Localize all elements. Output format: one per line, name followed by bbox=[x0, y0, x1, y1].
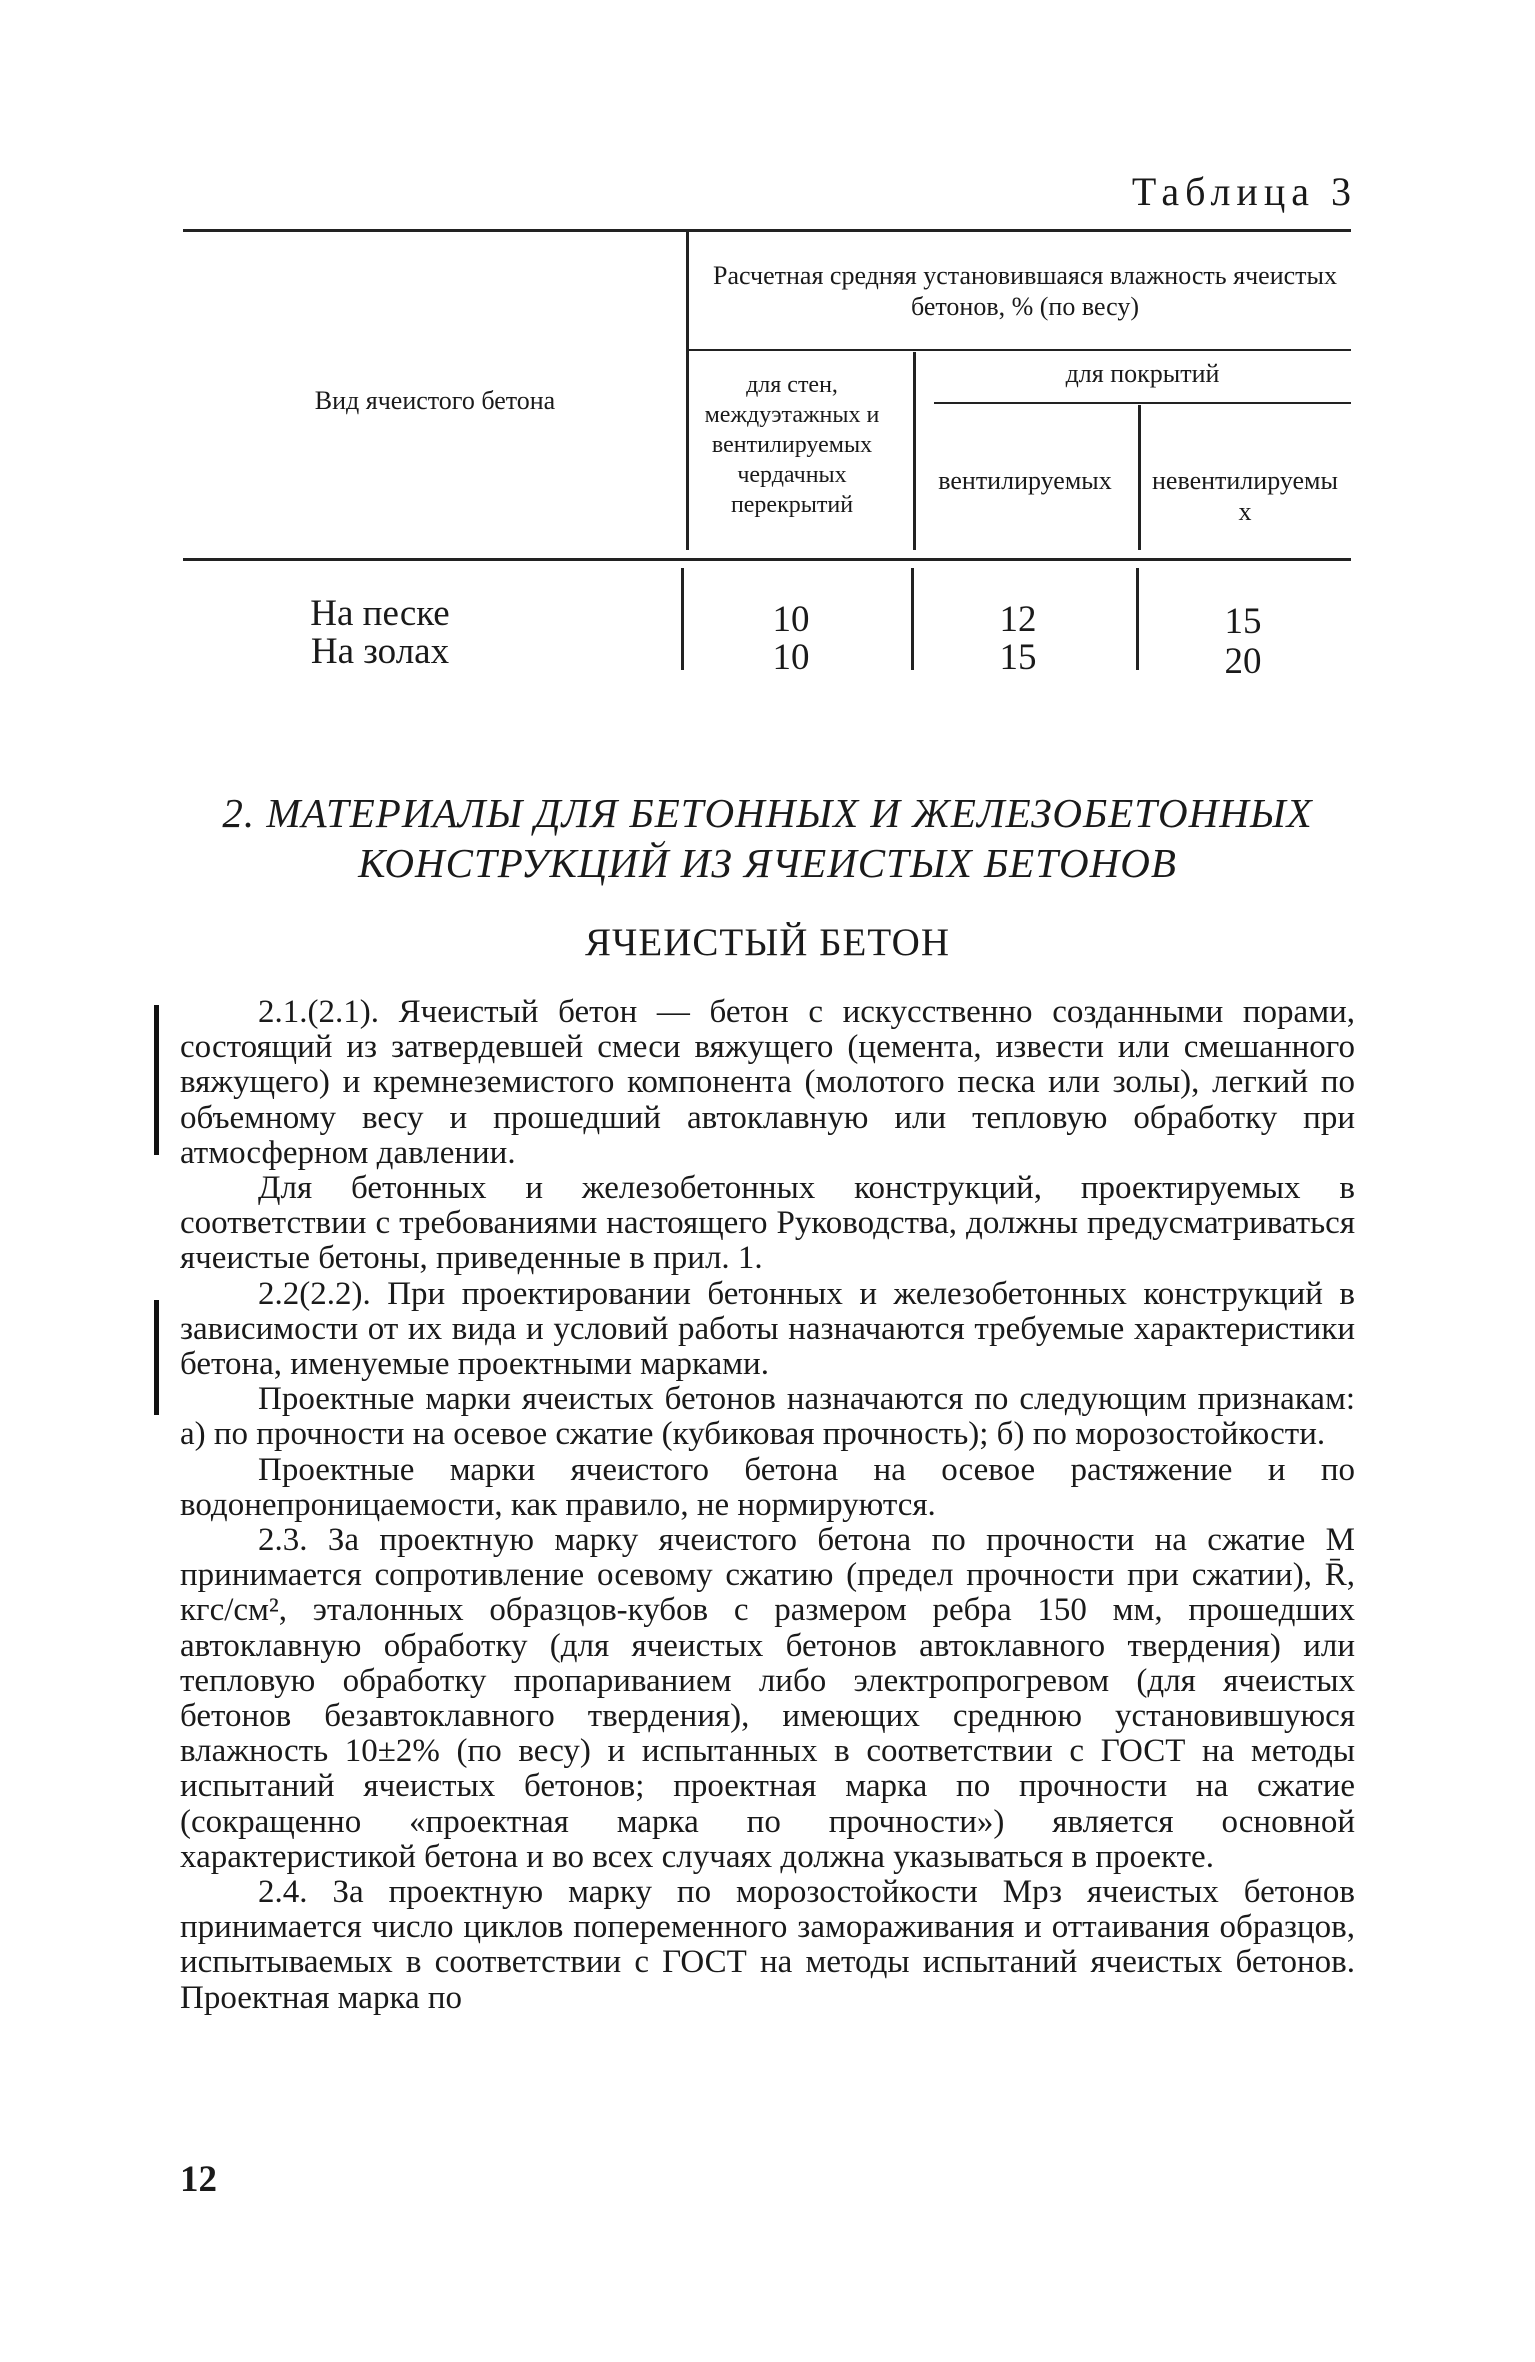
subheading: ЯЧЕИСТЫЙ БЕТОН bbox=[585, 921, 950, 964]
paragraph-2-3: 2.3. За проектную марку ячеистого бетона по прочности на сжатие М принимается сопротивление осевому сжатию (предел прочности при сжатии), R̄, кгс/см², эталонных образцов-кубов с размером ребра 150 мм, прошедших автоклавную обработку (для ячеистых бетонов автоклавного твердения) или тепловую обработку пропариванием либо электропрогревом (для ячеистых бетонов безавтоклавного твердения), имеющих среднюю установившуюся влажность 10±2% (по весу) и испытанных в соответствии с ГОСТ на методы испытаний ячеистых бетонов; проектная марка по прочности на сжатие (сокращенно «проектная марка по прочности») является основной характеристикой бетона и во всех случаях должна указываться в проекте. bbox=[180, 1522, 1355, 1875]
header-nonventilated: невентилируемых bbox=[1152, 466, 1338, 526]
table-body-vrule-3 bbox=[1136, 568, 1139, 670]
cell-sand-walls: 10 bbox=[772, 599, 810, 640]
margin-change-bar-2 bbox=[154, 1300, 159, 1415]
header-roof-group: для покрытий bbox=[1065, 359, 1220, 388]
paragraph-2-2-tension: Проектные марки ячеистого бетона на осевое растяжение и по водонепроницаемости, как правило, не нормируются. bbox=[180, 1451, 1355, 1523]
cell-ash-nonventilated: 20 bbox=[1224, 641, 1262, 682]
paragraph-2-2: 2.2(2.2). При проектировании бетонных и железобетонных конструкций в зависимости от их вида и условий работы назначаются требуемые характеристики бетона, именуемые проектными марками. bbox=[180, 1275, 1355, 1383]
cell-sand-ventilated: 12 bbox=[999, 599, 1037, 640]
row-name-sand: На песке bbox=[310, 593, 450, 634]
table-header-bottom-rule bbox=[183, 558, 1351, 561]
page-number: 12 bbox=[180, 2159, 217, 2200]
paragraph-2-1: 2.1.(2.1). Ячеистый бетон — бетон с искусственно созданными порами, состоящий из затвердевшей смеси вяжущего (цемента, извести или смешанного вяжущего) и кремнеземистого компонента (молотого песка или золы), легкий по объемному весу и прошедший автоклавную или тепловую обработку при атмосферном давлении. bbox=[180, 994, 1355, 1171]
row-name-ash: На золах bbox=[310, 631, 450, 672]
header-group: Расчетная средняя установившаяся влажность ячеистых бетонов, % (по весу) bbox=[713, 261, 1337, 321]
table-top-rule bbox=[183, 229, 1351, 232]
header-walls: для стен, междуэтажных и вентилируемых чердачных перекрытий bbox=[704, 372, 880, 518]
section-title-line2: КОНСТРУКЦИЙ ИЗ ЯЧЕИСТЫХ БЕТОНОВ bbox=[358, 840, 1177, 886]
table-roof-rule bbox=[934, 402, 1351, 404]
moisture-table bbox=[0, 0, 1535, 720]
table-label: Таблица 3 bbox=[1131, 169, 1357, 214]
section-title bbox=[160, 788, 1375, 888]
table-group-rule bbox=[688, 349, 1351, 351]
cell-ash-ventilated: 15 bbox=[999, 637, 1037, 678]
section-title-line1: 2. МАТЕРИАЛЫ ДЛЯ БЕТОННЫХ И ЖЕЛЕЗОБЕТОННЫХ bbox=[222, 790, 1313, 836]
margin-change-bar-1 bbox=[154, 1005, 159, 1155]
cell-ash-walls: 10 bbox=[772, 637, 810, 678]
table-vrule-2 bbox=[913, 352, 916, 550]
paragraph-2-4: 2.4. За проектную марку по морозостойкости Мрз ячеистых бетонов принимается число циклов попеременного замораживания и оттаивания образцов, испытываемых в соответствии с ГОСТ на методы испытаний ячеистых бетонов. Проектная марка по bbox=[180, 1874, 1355, 2016]
header-row-label: Вид ячеистого бетона bbox=[314, 386, 556, 415]
body-text bbox=[180, 995, 1355, 2016]
table-vrule-3 bbox=[1138, 405, 1141, 550]
paragraph-2-2-marks: Проектные марки ячеистых бетонов назначаются по следующим признакам: а) по прочности на осевое сжатие (кубиковая прочность); б) по морозостойкости. bbox=[180, 1381, 1355, 1453]
table-body-vrule-1 bbox=[681, 568, 684, 670]
table-body-vrule-2 bbox=[911, 568, 914, 670]
header-ventilated: вентилируемых bbox=[938, 466, 1112, 495]
paragraph-2-1-note: Для бетонных и железобетонных конструкций, проектируемых в соответствии с требованиями настоящего Руководства, должны предусматриваться ячеистые бетоны, приведенные в прил. 1. bbox=[180, 1170, 1355, 1277]
table-vrule-1 bbox=[686, 232, 689, 550]
cell-sand-nonventilated: 15 bbox=[1224, 601, 1262, 642]
